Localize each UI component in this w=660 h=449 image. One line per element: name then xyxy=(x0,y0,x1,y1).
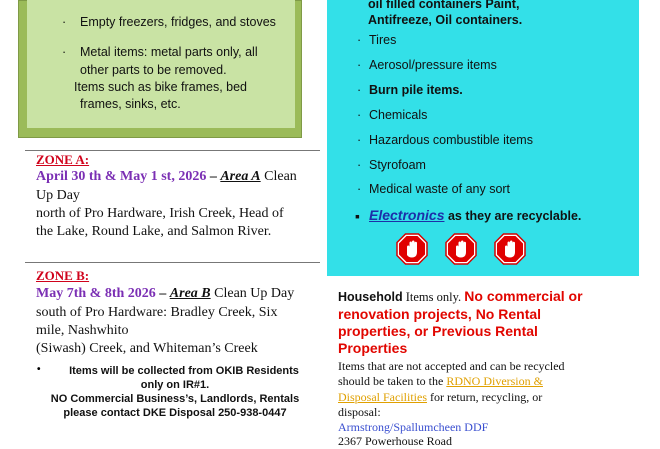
notice-line1: Items will be collected from OKIB Residents xyxy=(69,365,299,377)
household-label: Household xyxy=(338,290,403,304)
electronics-rest: as they are recyclable. xyxy=(444,209,582,223)
recycle-line1: Items that are not accepted and can be recycled xyxy=(338,359,565,373)
bullet-dot: · xyxy=(62,45,67,59)
cyan-item-chemicals: Chemicals xyxy=(369,108,428,122)
bullet-dot: · xyxy=(357,108,362,122)
cyan-item-burn-pile: Burn pile items. xyxy=(369,83,463,97)
recycle-line2-text: should be taken to the xyxy=(338,374,447,388)
no-commercial-4: Properties xyxy=(338,340,408,356)
zone-a-upday: Up Day xyxy=(36,188,80,203)
zone-a-dash: – xyxy=(206,169,221,184)
bullet-dot: · xyxy=(357,158,362,172)
zone-a-cleanup: Clean xyxy=(260,169,297,184)
items-only-label: Items only. xyxy=(402,290,465,304)
stop-hand-icon xyxy=(396,233,428,265)
zone-b-cleanup: Clean Up Day xyxy=(210,286,295,301)
notice-line4: please contact DKE Disposal 250-938-0447 xyxy=(63,407,287,419)
recycle-line3-text: for return, recycling, or xyxy=(427,390,543,404)
bullet-dot: • xyxy=(37,364,41,375)
zone-b-heading: ZONE B: xyxy=(36,268,90,283)
bullet-dot: · xyxy=(62,15,67,29)
bullet-dot: · xyxy=(357,83,362,97)
stop-hand-icon xyxy=(494,233,526,265)
divider xyxy=(25,150,320,151)
cyan-header-line2: Antifreeze, Oil containers. xyxy=(368,13,523,27)
notice-line2: only on IR#1. xyxy=(140,379,210,391)
green-item-2-line1: Metal items: metal parts only, all xyxy=(80,45,258,59)
zone-a-heading: ZONE A: xyxy=(36,152,90,167)
recycle-line2 xyxy=(338,374,543,389)
cyan-item-electronics xyxy=(369,207,581,223)
cyan-item-hazardous: Hazardous combustible items xyxy=(369,133,533,147)
notice-block xyxy=(25,364,325,420)
rdno-link[interactable]: RDNO Diversion & xyxy=(446,374,543,388)
zone-a-date: April 30 th & May 1 st, 2026 xyxy=(36,169,207,184)
bullet-dot: · xyxy=(357,182,362,196)
cyan-header-line1: oil filled containers Paint, xyxy=(368,0,520,11)
no-commercial-2: renovation projects, No Rental xyxy=(338,306,542,322)
electronics-label: Electronics xyxy=(369,207,445,223)
cyan-item-aerosol: Aerosol/pressure items xyxy=(369,58,497,72)
zone-b-area: Area B xyxy=(169,286,211,301)
disposal-facilities-link[interactable]: Disposal Facilities xyxy=(338,390,427,404)
cyan-item-styrofoam: Styrofoam xyxy=(369,158,426,172)
bullet-dot: ▪ xyxy=(355,208,360,224)
recycle-line3 xyxy=(338,390,542,405)
stop-hand-icon xyxy=(445,233,477,265)
green-item-2-line3: Items such as bike frames, bed xyxy=(74,80,247,94)
no-commercial-1: No commercial or xyxy=(464,288,583,304)
zone-a-date-line xyxy=(36,168,297,185)
no-commercial-3: properties, or Previous Rental xyxy=(338,323,538,339)
cyan-item-medical: Medical waste of any sort xyxy=(369,182,511,196)
green-item-2-line2: other parts to be removed. xyxy=(80,63,227,77)
facility-address-cutoff: 2367 Powerhouse Road xyxy=(338,434,452,448)
zone-a-desc-line1: north of Pro Hardware, Irish Creek, Head of xyxy=(36,206,284,221)
recycle-line4: disposal: xyxy=(338,405,381,419)
zone-b-desc-line2: mile, Nashwhito xyxy=(36,323,129,338)
bullet-dot: · xyxy=(357,58,362,72)
cyan-item-tires: Tires xyxy=(369,33,397,47)
bullet-dot: · xyxy=(357,133,362,147)
zone-b-date: May 7th & 8th 2026 xyxy=(36,286,156,301)
bullet-dot: · xyxy=(357,33,362,47)
zone-b-desc-line3: (Siwash) Creek, and Whiteman’s Creek xyxy=(36,341,258,356)
zone-a-desc-line2: the Lake, Round Lake, and Salmon River. xyxy=(36,224,272,239)
notice-line3: NO Commercial Business’s, Landlords, Rentals xyxy=(50,393,300,405)
zone-b-date-line xyxy=(36,285,294,302)
facility-name: Armstrong/Spallumcheen DDF xyxy=(338,420,489,434)
household-note xyxy=(338,288,638,306)
zone-a-area: Area A xyxy=(220,169,261,184)
zone-b-dash: – xyxy=(155,286,170,301)
green-item-2-line4: frames, sinks, etc. xyxy=(80,97,181,111)
green-item-1: Empty freezers, fridges, and stoves xyxy=(80,15,276,29)
zone-b-desc-line1: south of Pro Hardware: Bradley Creek, Six xyxy=(36,305,278,320)
divider xyxy=(25,262,320,263)
